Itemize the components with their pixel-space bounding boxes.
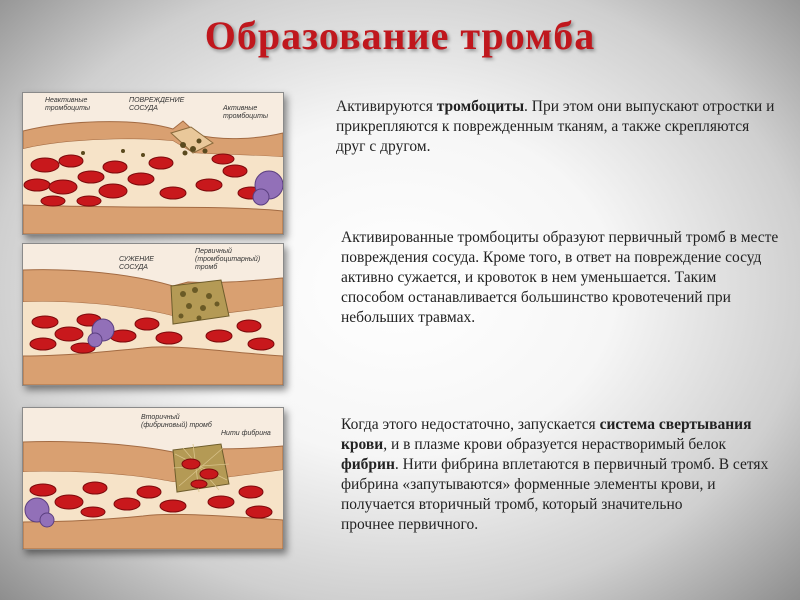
slide-title: Образование тромба [204, 13, 596, 58]
p3-bold-coagulation: система свертывания крови [341, 416, 752, 453]
paragraph-platelet-activation [336, 97, 776, 157]
p3-text-c: , и в плазме крови образуется нерастворимый белок [383, 436, 726, 453]
label-vessel-narrowing: СУЖЕНИЕ СОСУДА [119, 256, 154, 271]
illustration-primary-thrombus [22, 243, 284, 386]
label-active-platelets: Активные тромбоциты [223, 105, 269, 120]
illustration-vessel-damage [22, 92, 284, 235]
p1-text-a: Активируются [336, 98, 437, 115]
label-inactive-platelets: Неактивные тромбоциты [45, 97, 91, 112]
p1-bold-platelets: тромбоциты [436, 98, 525, 115]
p3-text-e: . Нити фибрина вплетаются в первичный тромб. В сетях фибрина «запутываются» форменные элементы крови, и получается вторичный тромб, который значительно [341, 456, 769, 513]
label-primary-thrombus: Первичный (тромбоцитарный) тромб [195, 248, 261, 271]
label-secondary-thrombus: Вторичный (фибриновый) тромб [141, 414, 212, 429]
illustration-secondary-thrombus [22, 407, 284, 550]
paragraph-coagulation-system [341, 415, 781, 535]
paragraph-primary-thrombus [341, 228, 781, 328]
label-fibrin-threads: Нити фибрина [221, 430, 271, 437]
p3-text-a: Когда этого недостаточно, запускается [341, 416, 600, 433]
p2-text: Активированные тромбоциты образуют первичный тромб в месте повреждения сосуда. Кроме того, в ответ на повреждение сосуд активно сужается, и кровоток в нем уменьшается. Таким способом останавливается большинство кровотечений при небольших травмах. [341, 229, 779, 326]
p3-bold-fibrin: фибрин [341, 456, 395, 473]
label-vessel-damage: ПОВРЕЖДЕНИЕ СОСУДА [129, 97, 185, 112]
p3-text-f: прочнее первичного. [341, 516, 479, 533]
p1-text-c: . При этом они выпускают отростки и прикрепляются к поврежденным тканям, а также скрепляются друг с другом. [336, 98, 775, 155]
